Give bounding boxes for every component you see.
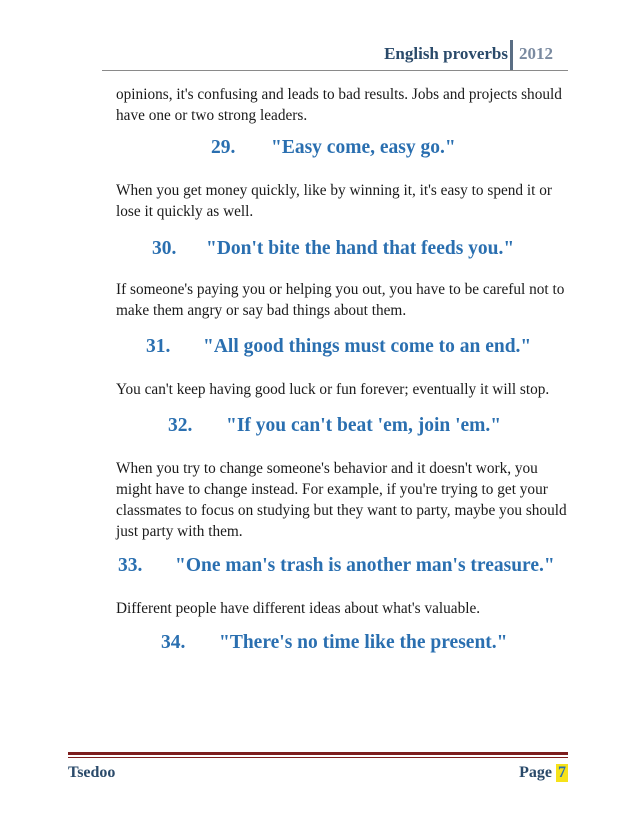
footer-author: Tsedoo [68, 764, 116, 781]
proverb-number: 34. [161, 632, 186, 653]
footer-rule-thin [68, 757, 568, 758]
proverb-explanation: If someone's paying you or helping you out, you have to be careful not to make them angry or say bad things about them. [116, 281, 565, 319]
proverb-text: "If you can't beat 'em, join 'em." [226, 415, 502, 436]
proverb-text: "There's no time like the present." [219, 632, 508, 653]
page-number: 7 [558, 764, 566, 781]
proverb-explanation: When you get money quickly, like by winning it, it's easy to spend it or lose it quickly as well. [116, 182, 552, 220]
proverb-heading [116, 335, 576, 359]
proverb-heading [116, 414, 576, 438]
page-header [0, 40, 638, 72]
proverb-number: 29. [211, 137, 236, 158]
footer-rule [68, 752, 568, 755]
header-year: 2012 [519, 44, 553, 63]
proverb-number: 31. [146, 336, 171, 357]
proverb-explanation: When you try to change someone's behavior and it doesn't work, you might have to change instead. For example, if you're trying to get your classmates to focus on studying but they want to party, maybe you should just party with them. [116, 460, 567, 540]
page-label: Page [519, 764, 552, 781]
document-body [116, 84, 576, 655]
proverb-heading [116, 554, 576, 578]
proverb-text: "Don't bite the hand that feeds you." [206, 238, 515, 259]
proverb-heading [116, 136, 576, 160]
intro-paragraph: opinions, it's confusing and leads to bad results. Jobs and projects should have one or two strong leaders. [116, 86, 562, 124]
header-title: English proverbs [384, 44, 508, 63]
proverb-number: 32. [168, 415, 193, 436]
proverb-text: "One man's trash is another man's treasure." [175, 555, 555, 576]
header-separator [510, 40, 513, 70]
proverb-explanation: You can't keep having good luck or fun forever; eventually it will stop. [116, 381, 550, 398]
proverb-heading [116, 631, 576, 655]
footer-page [519, 764, 568, 782]
proverb-explanation: Different people have different ideas about what's valuable. [116, 600, 481, 617]
proverb-heading [116, 237, 576, 261]
header-rule [102, 70, 568, 71]
proverb-text: "All good things must come to an end." [203, 336, 532, 357]
proverb-number: 30. [152, 238, 177, 259]
proverb-text: "Easy come, easy go." [271, 137, 456, 158]
proverb-number: 33. [118, 555, 143, 576]
